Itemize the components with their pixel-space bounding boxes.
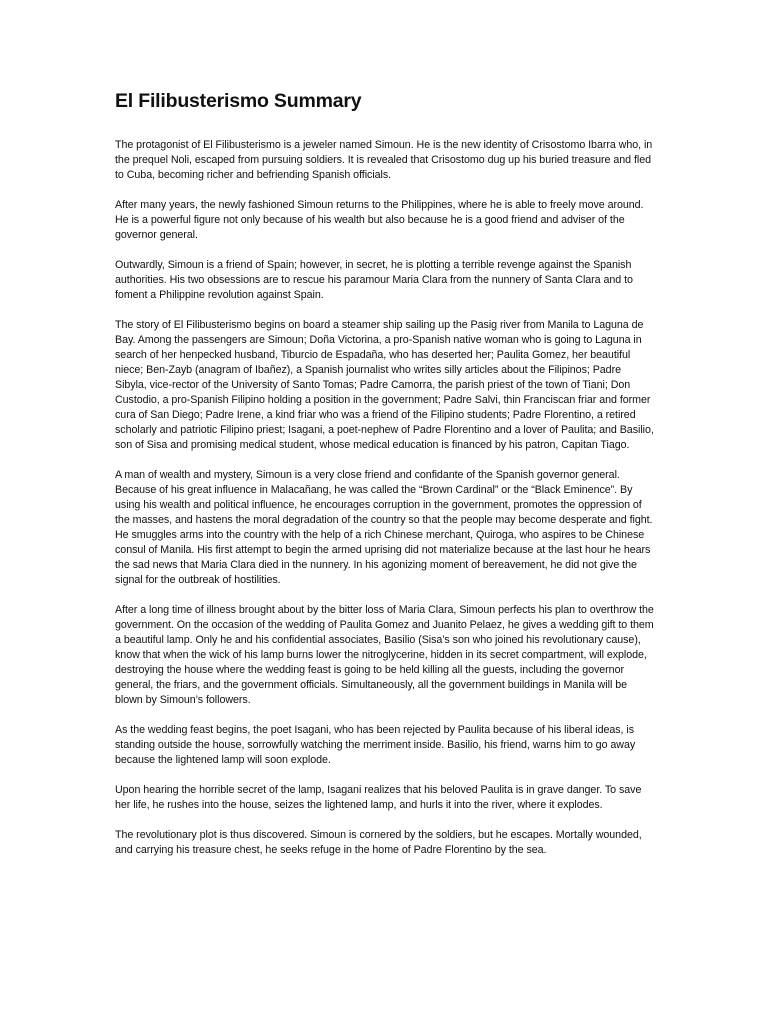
paragraph-4: The story of El Filibusterismo begins on board a steamer ship sailing up the Pasig river from Manila to Laguna de Bay. Among the passengers are Simoun; Doña Victorina, a pro-Spanish native woman who is going to Laguna in search of her henpecked husband, Tiburcio de Espadaña, who has deserted her; Paulita Gomez, her beautiful niece; Ben-Zayb (anagram of Ibañez), a Spanish journalist who writes silly articles about the Filipinos; Padre Sibyla, vice-rector of the University of Santo Tomas; Padre Camorra, the parish priest of the town of Tiani; Don Custodio, a pro-Spanish Filipino holding a position in the government; Padre Salvi, thin Franciscan friar and former cura of San Diego; Padre Irene, a kind friar who was a friend of the Filipino students; Padre Florentino, a retired scholarly and patriotic Filipino priest; Isagani, a poet-nephew of Padre Florentino and a lover of Paulita; and Basilio, son of Sisa and promising medical student, whose medical education is financed by his patron, Capitan Tiago. (115, 319, 654, 451)
paragraph-9: The revolutionary plot is thus discovered. Simoun is cornered by the soldiers, but he escapes. Mortally wounded, and carrying his treasure chest, he seeks refuge in the home of Padre Florentino by the sea. (115, 829, 642, 856)
paragraph-1: The protagonist of El Filibusterismo is a jeweler named Simoun. He is the new identity of Crisostomo Ibarra who, in the prequel Noli, escaped from pursuing soldiers. It is revealed that Crisostomo dug up his buried treasure and fled to Cuba, becoming richer and befriending Spanish officials. (115, 139, 653, 181)
paragraph-6: After a long time of illness brought about by the bitter loss of Maria Clara, Simoun perfects his plan to overthrow the government. On the occasion of the wedding of Paulita Gomez and Juanito Pelaez, he gives a wedding gift to them a beautiful lamp. Only he and his confidential associates, Basilio (Sisa’s son who joined his revolutionary cause), know that when the wick of his lamp burns lower the nitroglycerine, hidden in its secret compartment, will explode, destroying the house where the wedding feast is going to be held killing all the guests, including the governor general, the friars, and the government officials. Simultaneously, all the government buildings in Manila will be blown by Simoun’s followers. (115, 604, 654, 706)
paragraph-3: Outwardly, Simoun is a friend of Spain; however, in secret, he is plotting a terrible revenge against the Spanish authorities. His two obsessions are to rescue his paramour Maria Clara from the nunnery of Santa Clara and to foment a Philippine revolution against Spain. (115, 259, 633, 301)
document-page (115, 88, 655, 873)
paragraph-8: Upon hearing the horrible secret of the lamp, Isagani realizes that his beloved Paulita is in grave danger. To save her life, he rushes into the house, seizes the lightened lamp, and hurls it into the river, where it explodes. (115, 784, 642, 811)
paragraph-5: A man of wealth and mystery, Simoun is a very close friend and confidante of the Spanish governor general. Because of his great influence in Malacañang, he was called the “Brown Cardinal” or the “Black Eminence”. By using his wealth and political influence, he encourages corruption in the government, promotes the oppression of the masses, and hastens the moral degradation of the country so that the people may become desperate and fight. He smuggles arms into the country with the help of a rich Chinese merchant, Quiroga, who aspires to be Chinese consul of Manila. His first attempt to begin the armed uprising did not materialize because at the last hour he hears the sad news that Maria Clara died in the nunnery. In his agonizing moment of bereavement, he did not give the signal for the outbreak of hostilities. (115, 469, 653, 586)
paragraph-2: After many years, the newly fashioned Simoun returns to the Philippines, where he is able to freely move around. He is a powerful figure not only because of his wealth but also because he is a good friend and adviser of the governor general. (115, 199, 644, 241)
paragraph-7: As the wedding feast begins, the poet Isagani, who has been rejected by Paulita because of his liberal ideas, is standing outside the house, sorrowfully watching the merriment inside. Basilio, his friend, warns him to go away because the lightened lamp will soon explode. (115, 724, 636, 766)
document-title: El Filibusterismo Summary (115, 90, 362, 112)
